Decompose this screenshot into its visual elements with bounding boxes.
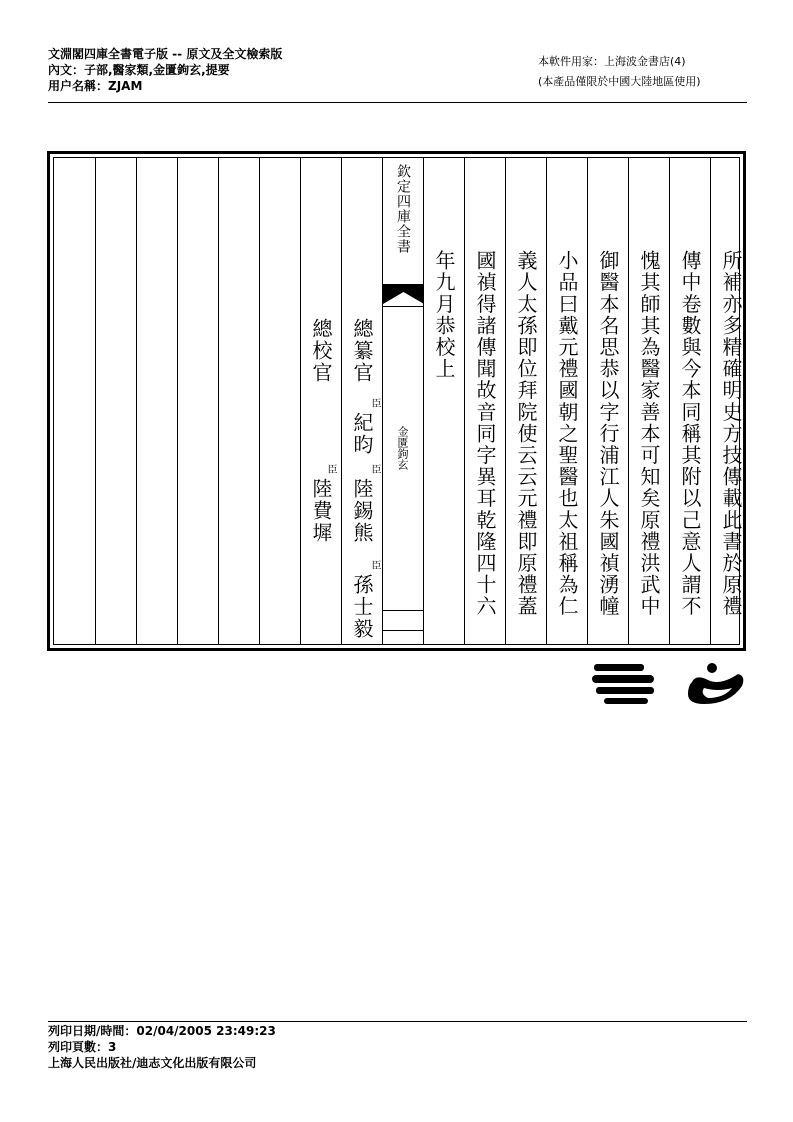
banner-column — [382, 158, 423, 644]
text-column — [710, 158, 751, 644]
footer-print-datetime: 列印日期/時間：02/04/2005 23:49:23 — [48, 1024, 276, 1038]
header-title: 文淵閣四庫全書電子版 -- 原文及全文檢索版 — [48, 47, 283, 61]
book-page — [47, 151, 746, 651]
text-column-content: 愧其師其為醫家善本可知矣原禮洪武中 — [637, 250, 661, 618]
empty-column — [218, 158, 259, 644]
text-column-content: 御醫本名思恭以字行浦江人朱國禎湧幢 — [596, 250, 620, 618]
header-left — [48, 46, 282, 94]
official-title: 總纂官 — [350, 318, 374, 384]
banner-divider — [383, 610, 423, 611]
officials-column-1 — [341, 158, 382, 644]
empty-column — [259, 158, 300, 644]
header-content-path: 內文：子部,醫家類,金匱鉤玄,提要 — [48, 63, 230, 77]
officials-column-2 — [300, 158, 341, 644]
banner-book-title: 金匱鉤玄 — [396, 426, 409, 470]
banner-divider — [383, 306, 423, 307]
text-column — [505, 158, 546, 644]
footer — [48, 1023, 276, 1071]
header-divider — [48, 102, 747, 103]
header-licensee: 本軟件用家：上海波金書店(4) — [538, 55, 686, 68]
text-column — [587, 158, 628, 644]
text-column — [464, 158, 505, 644]
text-column-content: 小品曰戴元禮國朝之聖醫也太祖稱為仁 — [555, 250, 579, 618]
official-chen-mark: 臣 — [325, 464, 336, 474]
text-column-content: 年九月恭校上 — [432, 250, 456, 380]
header-right — [538, 50, 701, 94]
official-name: 陸錫熊 — [350, 478, 374, 544]
official-chen-mark: 臣 — [369, 398, 380, 408]
official-title: 總校官 — [309, 318, 333, 384]
header-region-note: (本產品僅限於中國大陸地區使用) — [538, 75, 701, 88]
official-name: 陸費墀 — [309, 478, 333, 544]
text-column — [669, 158, 710, 644]
banner-collection-title: 欽定四庫全書 — [395, 164, 411, 254]
banner-divider — [383, 630, 423, 631]
official-chen-mark: 臣 — [369, 464, 380, 474]
text-column-content: 傳中卷數與今本同稱其附以己意人謂不 — [678, 250, 702, 618]
empty-column — [177, 158, 218, 644]
footer-publisher: 上海人民出版社/迪志文化出版有限公司 — [48, 1056, 257, 1070]
footer-page-count: 列印頁數：3 — [48, 1040, 117, 1054]
text-column — [423, 158, 464, 644]
book-page-inner — [53, 157, 743, 645]
text-column — [546, 158, 587, 644]
text-column-content: 義人太孫即位拜院使云云元禮即原禮蓋 — [514, 250, 538, 618]
publisher-logo-icon — [592, 660, 748, 710]
empty-column — [136, 158, 177, 644]
text-column-content: 所補亦多精確明史方技傳載此書於原禮 — [719, 250, 743, 618]
official-chen-mark: 臣 — [369, 560, 380, 570]
text-column — [628, 158, 669, 644]
header-username: 用户名稱：ZJAM — [48, 79, 143, 93]
official-name: 孫士毅 — [350, 574, 374, 640]
official-name: 紀昀 — [350, 412, 374, 456]
text-column-content: 國禎得諸傳聞故音同字異耳乾隆四十六 — [473, 250, 497, 618]
empty-column — [95, 158, 136, 644]
fish-tail-mark-icon — [383, 284, 424, 304]
empty-column — [54, 158, 95, 644]
footer-divider — [48, 1021, 747, 1022]
